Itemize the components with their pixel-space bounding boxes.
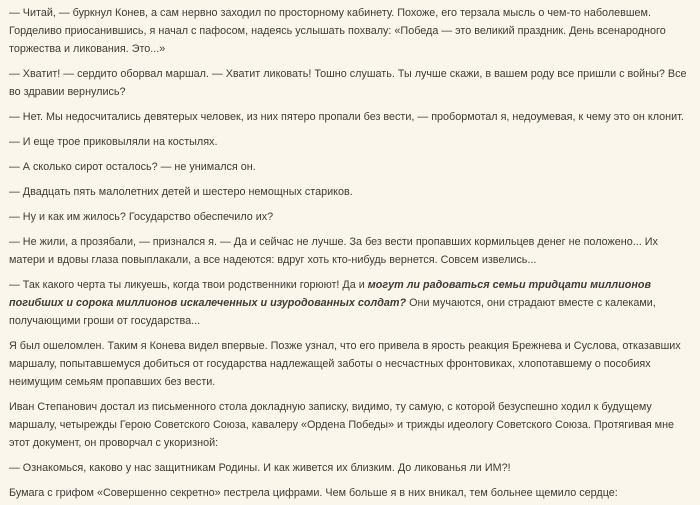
paragraph-12: — Ознакомься, каково у нас защитникам Родины. И как живется их близким. До ликованья ли ИМ?!	[9, 462, 511, 474]
paragraph-8: — Не жили, а прозябали, — признался я. — Да и сейчас не лучше. За без вести пропавших кормильцев денег не положено... Их матери и вдовы глаза повыплакали, а все надеются: вдруг хоть кто-нибудь вернется. Совсем извелись...	[9, 236, 658, 266]
paragraph-9	[9, 276, 691, 330]
paragraph-2: — Хватит! — сердито оборвал маршал. — Хватит ликовать! Тошно слушать. Ты лучше скажи, в вашем роду все пришли с войны? Все во здравии вернулись?	[9, 68, 687, 98]
paragraph-11: Иван Степанович достал из письменного стола докладную записку, видимо, ту самую, с которой безуспешно ходил к будущему маршалу, четырежды Герою Советского Союза, кавалеру «Ордена Победы» и трижды идеологу Советского Союза. Протягивая мне этот документ, он проворчал с укоризной:	[9, 401, 675, 449]
paragraph-4: — И еще трое приковыляли на костылях.	[9, 136, 218, 148]
emphasized-question-text: могут ли радоваться семьи тридцати миллионов погибших и сорока миллионов искалеченных и изуродованных солдат?	[9, 279, 651, 309]
paragraph-1: — Читай, — буркнул Конев, а сам нервно заходил по просторному кабинету. Похоже, его терзала мысль о чем-то наболевшем. Горделиво приосанившись, я начал с пафосом, надеясь услышать похвалу: «Победа — это великий праздник. День всенародного торжества и ликования. Это...»	[9, 7, 666, 55]
paragraph-10: Я был ошеломлен. Таким я Конева видел впервые. Позже узнал, что его привела в ярость реакция Брежнева и Суслова, отказавших маршалу, попытавшемуся добиться от государства надлежащей заботы о несчастных фронтовиках, хлопотавшему о пособиях неимущим семьям пропавших без вести.	[9, 340, 681, 388]
paragraph-9-post: Они мучаются, они страдают вместе с калеками, получающими гроши от государства...	[9, 297, 656, 327]
paragraph-3: — Нет. Мы недосчитались девятерых человек, из них пятеро пропали без вести, — пробормотал я, недоумевая, к чему это он клонит.	[9, 111, 684, 123]
paragraph-5: — А сколько сирот осталось? — не унимался он.	[9, 161, 256, 173]
paragraph-13: Бумага с грифом «Совершенно секретно» пестрела цифрами. Чем больше я в них вникал, тем больнее щемило сердце:	[9, 487, 618, 499]
paragraph-7: — Ну и как им жилось? Государство обеспечило их?	[9, 211, 274, 223]
paragraph-6: — Двадцать пять малолетних детей и шестеро немощных стариков.	[9, 186, 353, 198]
paragraph-9-pre: — Так какого черта ты ликуешь, когда твои родственники горюют! Да и	[9, 279, 368, 291]
